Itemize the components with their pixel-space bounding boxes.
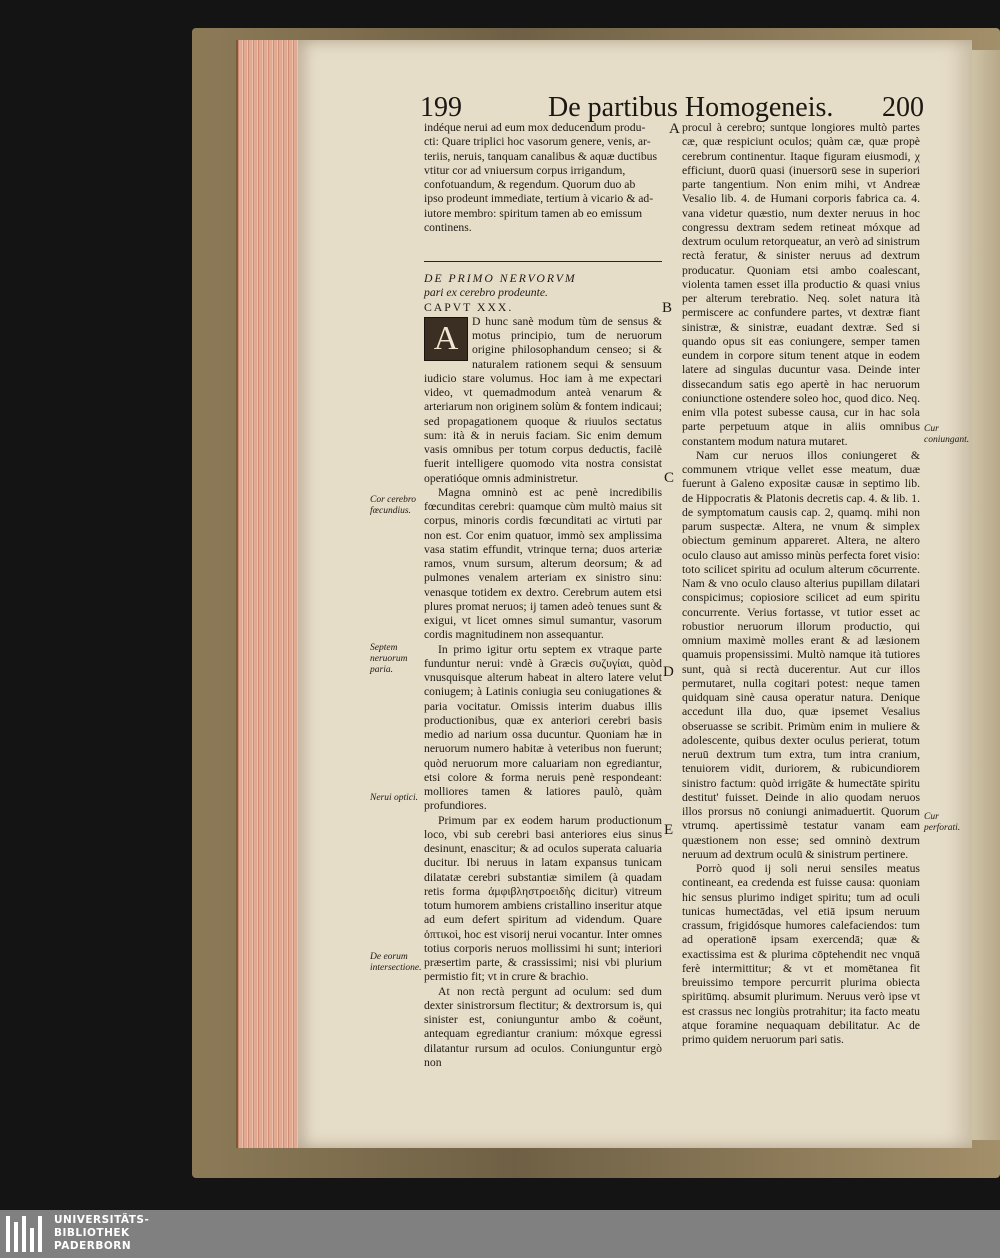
margin-note: Septem neruorum paria.: [370, 643, 408, 675]
library-name-line: UNIVERSITÄTS-: [54, 1214, 150, 1226]
page-number-right: 200: [882, 92, 924, 123]
page-number-left: 199: [420, 92, 462, 123]
library-logo-icon: [6, 1216, 46, 1252]
margin-letter-d: D: [663, 664, 674, 680]
margin-letter-c: C: [664, 470, 675, 486]
margin-note: De eorum intersectione.: [370, 952, 422, 973]
margin-letter-b: B: [662, 300, 673, 316]
paragraph: Primum par ex eodem harum productionum loco, vbi sub cerebri basi anteriores eius sinus desinunt, enascitur; & ad oculos superata caluaria ducitur. Ibi neruus in latam expansus tunicam dilatatæ cerebri substantiæ similem (à quadam retis forma ἀμφιβληστροειδὴς dicitur) vitreum totum humorem ambiens cristallino inseritur atque ad eum defert spiritum ad videndum. Quare ὀπτικοὶ, hoc est visorij nerui vocantur. Inter omnes totius corporis neruos mollissimi hi sunt; interiori præsertim parte, & crassissimi; nisi vbi plurium permistio fit; vt in crure & brachio.: [424, 813, 662, 984]
footer-bar: [0, 1210, 1000, 1258]
paragraph: At non rectà pergunt ad oculum: sed dum dexter sinistrorsum flectitur; & dextrorsum is, qui sinister est, coniunguntur ambo & coëunt, antequam egrediantur cranium: móxque egressi dilatantur rursum ad oculos. Coniunguntur ergò non: [424, 984, 662, 1069]
margin-letter-a: A: [669, 121, 680, 137]
margin-note: Cur perforati.: [924, 812, 961, 833]
intro-line: iutore membro: spiritum tamen ab eo emissum: [424, 206, 643, 220]
running-title: De partibus Homogeneis.: [548, 92, 834, 123]
library-name: [54, 1214, 149, 1253]
chapter-title: DE PRIMO NERVORVM: [424, 272, 577, 285]
intro-line: cti: Quare triplici hoc vasorum genere, venis, ar-: [424, 135, 651, 149]
caput-heading: CAPVT XXX.: [424, 300, 514, 314]
margin-letter-e: E: [664, 822, 674, 838]
intro-line: continens.: [424, 220, 472, 234]
paragraph: procul à cerebro; suntque longiores multò partes cæ, quæ respiciunt oculos; quàm cæ, quæ propè cerebrum continentur. Itaque figuram eiusmodi, χ efficiunt, duorū quasi (inuersorū sese in superiori parte tangentium. Non enim mihi, vt Andreæ Vesalio lib. 4. de Humani corporis fabrica ca. 4. vana videtur quæstio, num dexter neruus in hoc congressu dextram sedem retineat móxque ad dextrum oculum retorqueatur, an verò ad sinistrum rectà feratur, & sinister neruus ad dextrum producatur. Quoniam etsi ambo coalescant, violenta tamen esset illa productio & quasi vnius per alterum terebratio. Neq. solet natura ità permiscere ac confundere partes, vt dextræ fiant sinistræ, & sinistræ, euadant dextræ. Sed si quando opus sit eas coniungere, semper tamen eundem in corpore situm tenent atque in eodem latere ad singulas ducuntur vasa. Deinde inter dissecandum satis ego apertè in hac neruorum coniunctione ostendere soleo hoc, quod dico. Neq. enim vlla potest subesse causa, cur in hac sola parte perpetuum atque in aliis omnibus constantem modum natura mutaret.: [682, 121, 920, 448]
margin-note: Cor cerebro fœcundius.: [370, 495, 416, 516]
dropcap: A: [424, 317, 468, 361]
right-column: [682, 121, 920, 1047]
page-edges: [236, 40, 300, 1148]
paragraph-text: D hunc sanè modum tùm de sensus & motus principio, tum de neruorum origine philosophandum censeo; si & naturalem rationem sequi & sensuum iudicio stare volumus. Hoc iam à me expectari video, vt quemadmodum anteà venarum & arteriarum non originem solùm & fontem indicaui; sed propagationem quoque & riuulos sectatus sum: ità & in neruis faciam. Sic enim demum vasis omnibus per totum corpus deductis, facilè fuerit intelligere quomodo vita nostra consistat operatióque omnis administretur.: [424, 314, 662, 485]
section-rule: [424, 261, 662, 262]
page-right-edge: [972, 50, 1000, 1140]
library-name-line: BIBLIOTHEK: [54, 1227, 130, 1239]
library-name-line: PADERBORN: [54, 1240, 132, 1252]
paragraph: Nam cur neruos illos coniungeret & communem vtrique vellet esse meatum, duæ fuerunt à Galeno expositæ causæ in septimo lib. de Hippocratis & Platonis decretis cap. 4. & lib. 1. de symptomatum causis cap. 2, quamq. mihi non parum suspectæ. Altera, ne vnum & simplex obiectum geminum appareret. Altera, ne altero oculo clauso aut amisso minùs perfecta foret visio: toto scilicet spiritu ad oculum alterum cōcurrente. Nam & vno oculo clauso alterius pupillam dilatari conspicimus; copiosiore scilicet ad eum spiritu concurrente. Verius fortasse, vt tutior esset ac robustior neruorum illorum productio, qui omnium maximè molles erant & ad læsionem quamuis propensissimi. Multò namque ità tutiores sunt, quà si rectà ducerentur. Aut cur illos permutaret, nulla cogitari potest: neque tamen quidquam sinè causa operatur natura. Denique accedunt illa duo, quæ ipsemet Vesalius obseruasse se scribit. Primùm enim in muliere & adolescente, quibus dexter oculus perierat, totum neruū dextrum tum extra, tum intra cranium, tenuiorem vidit, duriorem, & rubicundiorem sinistro factum: quòd irrigāte & humectāte spiritu destitut' fuisset. Deinde in alio quodam neruos illos prorsus nō coniungi animaduertit. Quorum vtrumq. apertissimè testatur vanam eam quæstionem non esse; sed omninò dextrum neruum ad dextrum oculū & sinistrum pertinere.: [682, 448, 920, 861]
margin-note: Nerui optici.: [370, 793, 419, 803]
intro-line: vtitur cor ad vniuersum corpus irrigandum,: [424, 163, 626, 177]
intro-line: teriis, neruis, tanquam canalibus & aquæ ductibus: [424, 149, 658, 163]
intro-line: indéque nerui ad eum mox deducendum produ-: [424, 121, 646, 134]
chapter-subtitle: pari ex cerebro prodeunte.: [424, 286, 548, 300]
intro-line: confotuandum, & regendum. Quorum duo ab: [424, 178, 636, 191]
paragraph: In primo igitur ortu septem ex vtraque parte funduntur nerui: vndè à Græcis συζυγίαι, quòd vnusquisque alterum habeat in altero latere velut coniugem; à Latinis coniugia seu coniugationes & paria vocitatur. Omissis interim duabus illis productionibus, quæ ex anteriori cerebri basis medio ad narium ossa ducuntur. Quoniam hæ in neruorum numero habitæ à veteribus non fuerunt; quòd neruorum more caluariam non egrediantur, etsi colore & forma neruis penè respondeant: molliores tamen & latiores paulò, quàm profundiores.: [424, 642, 662, 813]
paragraph: Porrò quod ij soli nerui sensiles meatus contineant, ea credenda est fuisse causa: quoniam hic sensus plurimo indiget spiritu; tum ad oculi tunicas humectādas, vel etiā ipsum neruum crassum, frigidósque humores calefaciendos: tum ad operationē ipsam exercendā; quæ & exactissima est & plurima cōptehendit nec vnquā ferè intermittitur; & vt et momētanea fit breuissimo tempore percurrit plurima obiecta spiritūmq. absumit plurimum. Neruus verò ipse vt est crassus nec longiùs protrahitur; ita facto meatu atque foramine nequaquam debilitatur. Ac de primo quidem neruorum pari satis.: [682, 862, 920, 1046]
left-column: [424, 121, 662, 1070]
paragraph: [424, 315, 662, 486]
intro-line: ipso prodeunt immediate, tertium à vicario & ad-: [424, 192, 654, 206]
paragraph: Magna omninò est ac penè incredibilis fœcunditas cerebri: quamque cùm multò maius sit corpus, minoris cordis fœcunditati ac virtuti par non est. Cor enim quatuor, immò sex amplissima vasa statim effundit, vtrinque terna; duos arteriæ ramos, vnum sursum, alterum deorsum; & ad pulmones venalem arteriam ex sinistro sinu: venasque totidem ex dextro. Cerebrum autem etsi plures promat neruos; ij tamen adeò tenues sunt & exigui, vt licet omnes simul sumantur, vasorum cordis magnitudinem non assequantur.: [424, 485, 662, 642]
margin-note: Cur coniungant.: [924, 424, 970, 445]
